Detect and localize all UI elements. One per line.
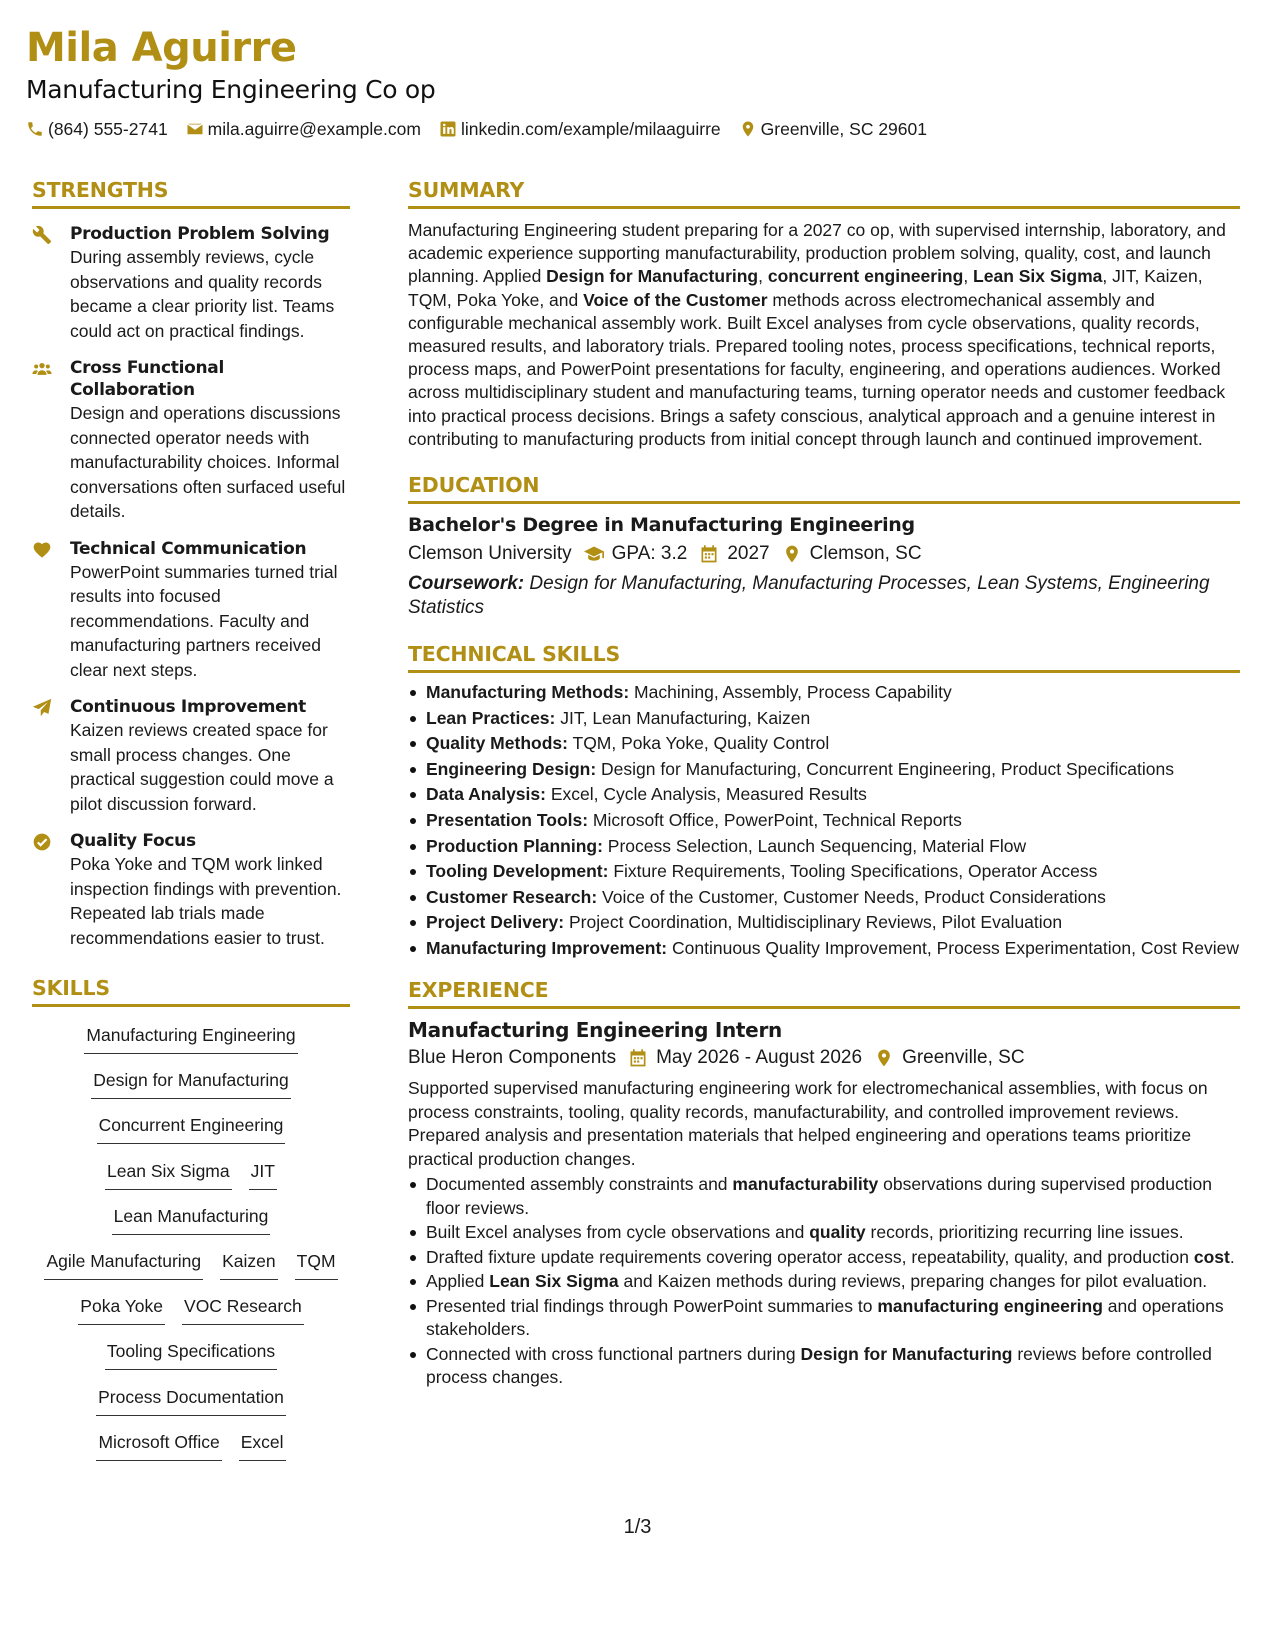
coursework: Coursework: Design for Manufacturing, Manufacturing Processes, Lean Systems, Engineering Statistics (408, 573, 1210, 619)
experience-bullet: Built Excel analyses from cycle observations and quality records, prioritizing recurring line issues. (408, 1221, 1240, 1245)
technical-skill-item: Manufacturing Improvement: Continuous Quality Improvement, Process Experimentation, Cost Review (408, 937, 1240, 961)
skill-row (96, 1430, 285, 1475)
envelope-icon (186, 120, 204, 138)
skill-tag: Process Documentation (96, 1385, 286, 1416)
wrench-icon (32, 225, 52, 245)
check-circle-icon (32, 832, 52, 852)
map-pin-icon (874, 1048, 894, 1068)
left-column (32, 176, 350, 1475)
strength-item (32, 223, 350, 343)
skill-tag: VOC Research (182, 1294, 304, 1325)
skill-row (112, 1204, 271, 1249)
skill-tag: Excel (239, 1430, 286, 1461)
technical-skill-item: Presentation Tools: Microsoft Office, PowerPoint, Technical Reports (408, 809, 1240, 833)
strength-item (32, 357, 350, 524)
experience-heading: EXPERIENCE (408, 976, 1240, 1009)
map-pin-icon (782, 544, 802, 564)
skill-tag: Agile Manufacturing (44, 1249, 203, 1280)
email-text: mila.aguirre@example.com (207, 119, 421, 139)
skill-tag: Kaizen (220, 1249, 278, 1280)
skill-row (78, 1294, 303, 1339)
map-pin-icon (739, 120, 757, 138)
skill-tag: Lean Manufacturing (112, 1204, 271, 1235)
experience-bullet: Documented assembly constraints and manufacturability observations during supervised production floor reviews. (408, 1173, 1240, 1220)
skill-row (84, 1023, 297, 1068)
strength-title: Technical Communication (70, 538, 307, 559)
skill-tag: Lean Six Sigma (105, 1159, 232, 1190)
calendar-icon (628, 1048, 648, 1068)
skill-tag: Poka Yoke (78, 1294, 165, 1325)
candidate-title: Manufacturing Engineering Co op (26, 75, 436, 104)
technical-skills-list (408, 681, 1240, 960)
contact-bar (26, 118, 1246, 140)
edu-gpa: GPA: 3.2 (611, 543, 688, 565)
phone-text: (864) 555-2741 (48, 119, 168, 139)
strength-desc: Kaizen reviews created space for small process changes. One practical suggestion could move a pilot discussion forward. (70, 720, 334, 814)
edu-location: Clemson, SC (809, 543, 922, 565)
phone-icon (26, 120, 44, 138)
strength-desc: Design and operations discussions connected operator needs with manufacturability choices. Informal conversations often surfaced useful details. (70, 403, 346, 521)
skill-row (97, 1113, 286, 1158)
job-company: Blue Heron Components (408, 1047, 617, 1069)
technical-skill-item: Project Delivery: Project Coordination, Multidisciplinary Reviews, Pilot Evaluation (408, 911, 1240, 935)
candidate-name: Mila Aguirre (26, 25, 297, 71)
summary-text: Manufacturing Engineering student preparing for a 2027 co op, with supervised internship, laboratory, and academic experience supporting manufacturability, production problem solving, quality, cost, and launch planning. Applied Design for Manufacturing, concurrent engineering, Lean Six Sigma, JIT, Kaizen, TQM, Poka Yoke, and Voice of the Customer methods across electromechanical assembly and configurable mechanical assembly work. Built Excel analyses from cycle observations, quality records, measured results, and laboratory trials. Prepared tooling notes, process specifications, technical reports, process maps, and PowerPoint presentations for faculty, engineering, and operations audiences. Worked across multidisciplinary student and manufacturing teams, turning operator needs and customer feedback into practical process decisions. Brings a safety conscious, analytical approach and a genuine interest in contributing to manufacturing products from initial concept through launch and continued improvement. (408, 220, 1226, 449)
strength-title: Cross Functional Collaboration (70, 358, 224, 400)
graduation-cap-icon (584, 544, 604, 564)
skill-tag: Concurrent Engineering (97, 1113, 286, 1144)
skills-list (32, 1023, 350, 1475)
skill-tag: Manufacturing Engineering (84, 1023, 297, 1054)
linkedin-text: linkedin.com/example/milaaguirre (460, 119, 721, 139)
skill-row (96, 1385, 286, 1430)
technical-skill-item: Data Analysis: Excel, Cycle Analysis, Measured Results (408, 783, 1240, 807)
strength-item (32, 538, 350, 683)
resume-header (26, 22, 1246, 140)
strength-desc: PowerPoint summaries turned trial results into focused recommendations. Faculty and manufacturing partners received clear next steps. (70, 561, 338, 680)
summary-heading: SUMMARY (408, 176, 1240, 209)
skill-tag: TQM (295, 1249, 338, 1280)
skill-tag: Design for Manufacturing (91, 1068, 291, 1099)
job-dates: May 2026 - August 2026 (656, 1047, 863, 1069)
technical-skill-item: Manufacturing Methods: Machining, Assembly, Process Capability (408, 681, 1240, 705)
calendar-icon (699, 544, 719, 564)
contact-phone[interactable] (26, 118, 168, 140)
heart-icon (32, 540, 52, 560)
job-title: Manufacturing Engineering Intern (408, 1018, 782, 1043)
linkedin-icon (439, 120, 457, 138)
skill-tag: JIT (249, 1159, 277, 1190)
edu-meta (408, 540, 1240, 568)
technical-skills-heading: TECHNICAL SKILLS (408, 640, 1240, 673)
technical-skill-item: Production Planning: Process Selection, Launch Sequencing, Material Flow (408, 835, 1240, 859)
experience-bullet: Applied Lean Six Sigma and Kaizen methods during reviews, preparing changes for pilot evaluation. (408, 1270, 1240, 1294)
skill-row (91, 1068, 291, 1113)
technical-skill-item: Engineering Design: Design for Manufacturing, Concurrent Engineering, Product Specifications (408, 758, 1240, 782)
contact-location (739, 118, 927, 140)
experience-bullets (408, 1173, 1240, 1390)
contact-email[interactable] (186, 118, 421, 140)
users-icon (32, 359, 52, 379)
edu-degree: Bachelor's Degree in Manufacturing Engineering (408, 514, 915, 537)
skill-tag: Tooling Specifications (105, 1339, 277, 1370)
education-heading: EDUCATION (408, 471, 1240, 504)
contact-linkedin[interactable] (439, 118, 721, 140)
skill-tag: Microsoft Office (96, 1430, 221, 1461)
edu-school: Clemson University (408, 543, 572, 565)
strengths-heading: STRENGTHS (32, 176, 350, 209)
strength-desc: Poka Yoke and TQM work linked inspection findings with prevention. Repeated lab trials made recommendations easier to trust. (70, 854, 342, 948)
page-number: 1/3 (623, 1516, 652, 1538)
strength-title: Quality Focus (70, 831, 196, 851)
strength-item (32, 696, 350, 816)
strength-title: Production Problem Solving (70, 224, 330, 244)
edu-year: 2027 (727, 543, 770, 565)
skills-heading: SKILLS (32, 974, 350, 1007)
job-description: Supported supervised manufacturing engineering work for electromechanical assemblies, with focus on process constraints, tooling, quality records, manufacturability, and controlled improvement reviews. Prepared analysis and presentation materials that helped engineering and operations teams prioritize practical production changes. (408, 1078, 1208, 1169)
strength-desc: During assembly reviews, cycle observations and quality records became a clear priority list. Teams could act on practical findings. (70, 247, 335, 341)
job-meta (408, 1043, 1240, 1073)
technical-skill-item: Tooling Development: Fixture Requirements, Tooling Specifications, Operator Access (408, 860, 1240, 884)
technical-skill-item: Lean Practices: JIT, Lean Manufacturing, Kaizen (408, 707, 1240, 731)
location-text: Greenville, SC 29601 (760, 119, 927, 139)
experience-bullet: Presented trial findings through PowerPoint summaries to manufacturing engineering and operations stakeholders. (408, 1295, 1240, 1342)
strength-item (32, 830, 350, 950)
job-location: Greenville, SC (902, 1047, 1025, 1069)
technical-skill-item: Customer Research: Voice of the Customer, Customer Needs, Product Considerations (408, 886, 1240, 910)
right-column (408, 176, 1240, 1391)
skill-row (44, 1249, 337, 1294)
strength-title: Continuous Improvement (70, 697, 306, 717)
technical-skill-item: Quality Methods: TQM, Poka Yoke, Quality Control (408, 732, 1240, 756)
experience-bullet: Connected with cross functional partners during Design for Manufacturing reviews before controlled process changes. (408, 1343, 1240, 1390)
experience-bullet: Drafted fixture update requirements covering operator access, repeatability, quality, and production cost. (408, 1246, 1240, 1270)
skill-row (105, 1339, 277, 1384)
paper-plane-icon (32, 698, 52, 718)
skill-row (105, 1159, 277, 1204)
